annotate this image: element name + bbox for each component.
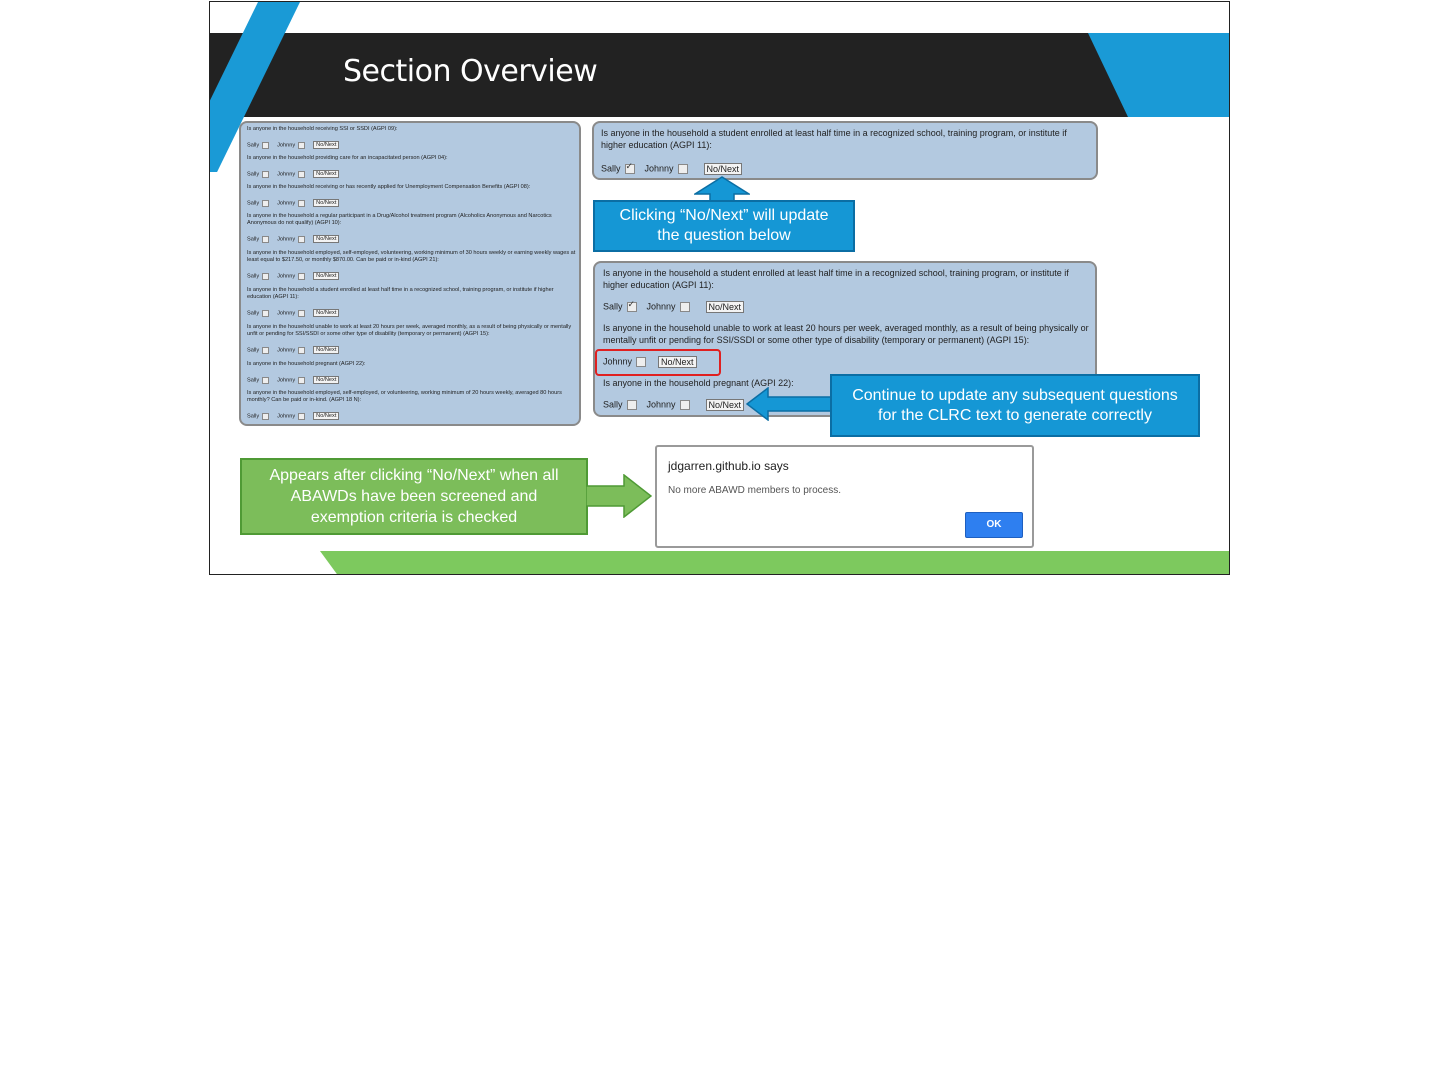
- johnny-checkbox[interactable]: [298, 413, 305, 420]
- highlight-box: [595, 349, 721, 376]
- johnny-checkbox[interactable]: [680, 400, 690, 410]
- sally-checkbox[interactable]: [262, 200, 269, 207]
- sally-checkbox[interactable]: [262, 377, 269, 384]
- sally-label: Sally: [247, 142, 260, 149]
- no-next-button[interactable]: No/Next: [313, 309, 339, 317]
- johnny-label: Johnny: [646, 399, 676, 410]
- callout-update-below: Clicking “No/Next” will update the question below: [593, 200, 855, 252]
- johnny-label: Johnny: [277, 273, 296, 280]
- no-next-button[interactable]: No/Next: [313, 141, 339, 149]
- question-agpi-11: Is anyone in the household a student enrolled at least half time in a recognized school, training program, or institute if higher education (AGPI 11):: [601, 128, 1067, 150]
- sally-checkbox[interactable]: [627, 302, 637, 312]
- bottom-options-3: [603, 399, 744, 411]
- sally-label: Sally: [603, 301, 623, 312]
- no-next-button[interactable]: No/Next: [706, 301, 745, 313]
- no-next-button[interactable]: No/Next: [704, 163, 743, 175]
- no-next-button[interactable]: No/Next: [313, 272, 339, 280]
- left-options: [247, 235, 339, 243]
- johnny-label: Johnny: [277, 200, 296, 207]
- johnny-checkbox[interactable]: [298, 347, 305, 354]
- left-options: [247, 376, 339, 384]
- johnny-checkbox[interactable]: [298, 377, 305, 384]
- left-question: Is anyone in the household unable to work at least 20 hours per week, averaged monthly, as a result of being physically or mentally unfit or pending for SSI/SSDI or some other type of disability (temporary or permanent) (AGPI 15):: [247, 324, 572, 337]
- johnny-label: Johnny: [603, 356, 633, 367]
- sally-checkbox[interactable]: [262, 310, 269, 317]
- left-options: [247, 141, 339, 149]
- sally-checkbox[interactable]: [262, 142, 269, 149]
- no-next-button[interactable]: No/Next: [658, 356, 697, 368]
- slide: [209, 1, 1230, 575]
- johnny-label: Johnny: [277, 142, 296, 149]
- left-options: [247, 199, 339, 207]
- sally-checkbox[interactable]: [262, 413, 269, 420]
- alert-dialog: [655, 445, 1034, 548]
- right-arrow-icon: [586, 474, 652, 518]
- question-agpi-15: Is anyone in the household unable to work at least 20 hours per week, averaged monthly, as a result of being physically or mentally unfit or pending for SSI/SSDI or some other type of disability (temporary or permanent) (AGPI 15):: [603, 323, 1089, 345]
- sally-label: Sally: [247, 413, 260, 420]
- sally-label: Sally: [247, 273, 260, 280]
- johnny-label: Johnny: [644, 163, 674, 174]
- left-options: [247, 412, 339, 420]
- johnny-checkbox[interactable]: [678, 164, 688, 174]
- left-question: Is anyone in the household providing care for an incapacitated person (AGPI 04):: [247, 155, 448, 161]
- left-options: [247, 170, 339, 178]
- footer-stripe: [320, 551, 1230, 575]
- left-question: Is anyone in the household a student enrolled at least half time in a recognized school, training program, or institute if higher education (AGPI 11):: [247, 287, 554, 300]
- dialog-message: No more ABAWD members to process.: [668, 485, 842, 496]
- johnny-label: Johnny: [277, 377, 296, 384]
- johnny-checkbox[interactable]: [298, 310, 305, 317]
- left-question: Is anyone in the household employed, self-employed, volunteering, working minimum of 30 hours weekly or earning weekly wages at least equal to $217.50, or monthly $870.00. Can be paid or in-kind (AGPI 21):: [247, 250, 576, 263]
- left-question: Is anyone in the household receiving SSI or SSDI (AGPI 09):: [247, 126, 398, 132]
- left-options: [247, 346, 339, 354]
- johnny-label: Johnny: [277, 413, 296, 420]
- sally-checkbox[interactable]: [262, 347, 269, 354]
- johnny-checkbox[interactable]: [298, 200, 305, 207]
- no-next-button[interactable]: No/Next: [313, 235, 339, 243]
- sally-label: Sally: [247, 236, 260, 243]
- sally-checkbox[interactable]: [627, 400, 637, 410]
- sally-checkbox[interactable]: [262, 236, 269, 243]
- sally-label: Sally: [247, 200, 260, 207]
- left-arrow-icon: [746, 387, 832, 421]
- johnny-label: Johnny: [277, 171, 296, 178]
- left-question: Is anyone in the household employed, self-employed, or volunteering, working minimum of 20 hours weekly, averaged 80 hours monthly? Can be paid or in-kind. (AGPI 18 N):: [247, 390, 562, 403]
- sally-label: Sally: [603, 399, 623, 410]
- top-options: [601, 163, 742, 175]
- left-options: [247, 309, 339, 317]
- sally-checkbox[interactable]: [625, 164, 635, 174]
- johnny-checkbox[interactable]: [298, 273, 305, 280]
- question-agpi-11-b: Is anyone in the household a student enrolled at least half time in a recognized school, training program, or institute if higher education (AGPI 11):: [603, 268, 1069, 290]
- left-question-panel: [239, 121, 581, 426]
- johnny-checkbox[interactable]: [298, 236, 305, 243]
- johnny-label: Johnny: [277, 236, 296, 243]
- sally-label: Sally: [247, 171, 260, 178]
- sally-label: Sally: [247, 310, 260, 317]
- no-next-button[interactable]: No/Next: [313, 412, 339, 420]
- callout-continue-update: Continue to update any subsequent questions for the CLRC text to generate correctly: [830, 374, 1200, 437]
- no-next-button[interactable]: No/Next: [313, 376, 339, 384]
- johnny-label: Johnny: [277, 310, 296, 317]
- left-question: Is anyone in the household a regular participant in a Drug/Alcohol treatment program (Alcoholics Anonymous and Narcotics Anonymous do not qualify) (AGPI 10):: [247, 213, 552, 226]
- sally-label: Sally: [601, 163, 621, 174]
- question-agpi-22: Is anyone in the household pregnant (AGPI 22):: [603, 378, 794, 388]
- left-question: Is anyone in the household receiving or has recently applied for Unemployment Compensation Benefits (AGPI 08):: [247, 184, 531, 190]
- no-next-button[interactable]: No/Next: [313, 346, 339, 354]
- slide-title: Section Overview: [343, 54, 598, 89]
- johnny-label: Johnny: [277, 347, 296, 354]
- left-options: [247, 272, 339, 280]
- sally-label: Sally: [247, 377, 260, 384]
- left-question: Is anyone in the household pregnant (AGPI 22):: [247, 361, 366, 367]
- sally-checkbox[interactable]: [262, 171, 269, 178]
- johnny-checkbox[interactable]: [298, 142, 305, 149]
- johnny-checkbox[interactable]: [298, 171, 305, 178]
- no-next-button[interactable]: No/Next: [706, 399, 745, 411]
- no-next-button[interactable]: No/Next: [313, 170, 339, 178]
- johnny-checkbox[interactable]: [680, 302, 690, 312]
- johnny-label: Johnny: [646, 301, 676, 312]
- sally-checkbox[interactable]: [262, 273, 269, 280]
- no-next-button[interactable]: No/Next: [313, 199, 339, 207]
- dialog-title: jdgarren.github.io says: [668, 459, 789, 473]
- sally-label: Sally: [247, 347, 260, 354]
- callout-appears-after: Appears after clicking “No/Next” when all ABAWDs have been screened and exemption criteria is checked: [240, 458, 588, 535]
- top-question-panel: [592, 121, 1098, 180]
- bottom-options-1: [603, 301, 744, 313]
- ok-button[interactable]: OK: [965, 512, 1023, 538]
